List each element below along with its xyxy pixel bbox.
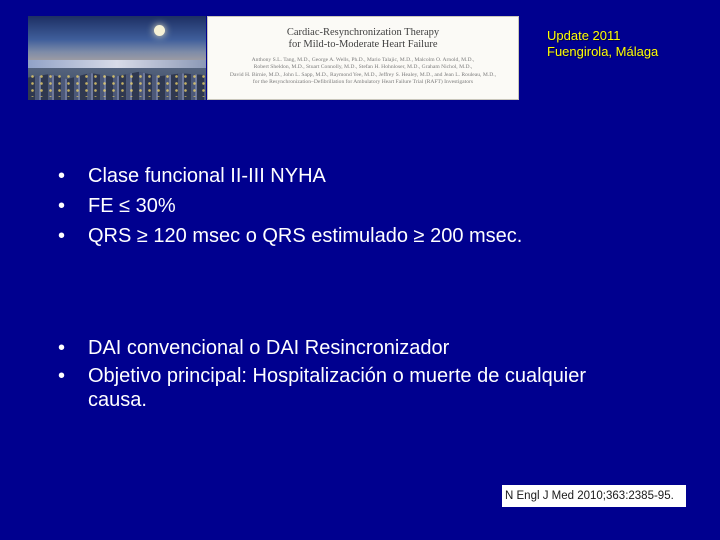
paper-title-line: Cardiac-Resynchronization Therapy [286,27,440,38]
list-item-text: Objetivo principal: Hospitalización o muerte de cualquier causa. [88,365,587,411]
list-item-text: FE ≤ 30% [88,195,176,217]
bullet-marker: • [58,337,66,359]
list-item-text: Clase funcional II-III NYHA [88,165,326,187]
bullet-marker: • [58,225,66,247]
moon-shape [154,25,165,36]
conference-year: Update 2011 [547,28,621,43]
list-item [58,364,618,412]
paper-authors [208,57,518,87]
paper-authors-line: Robert Sheldon, M.D., Stuart Connolly, M.D., Stefan H. Hohnloser, M.D., Graham Nichol, M.D., [253,64,473,71]
conference-label [547,28,658,60]
sea-reflection [28,60,206,68]
coastal-city-photo [28,16,206,100]
conference-location: Fuengirola, Málaga [547,44,659,59]
journal-citation: N Engl J Med 2010;363:2385-95. [502,485,686,507]
list-item [58,164,678,188]
list-item [58,194,678,218]
list-item-text: QRS ≥ 120 msec o QRS estimulado ≥ 200 msec. [88,225,523,247]
bullet-marker: • [58,365,66,387]
paper-thumbnail [207,16,519,100]
study-design-list [58,336,618,416]
paper-title [208,27,518,51]
list-item [58,336,618,360]
list-item [58,224,678,248]
paper-authors-line: David H. Birnie, M.D., John L. Sapp, M.D., Raymond Yee, M.D., Jeffrey S. Healey, M.D., and Jean L. Rouleau, M.D., [229,71,497,78]
city-lights [28,73,206,97]
inclusion-criteria-list [58,164,678,254]
list-item-text: DAI convencional o DAI Resincronizador [88,337,450,359]
paper-authors-line: Anthony S.L. Tang, M.D., George A. Wells, Ph.D., Mario Talajic, M.D., Malcolm O. Arnold, M.D., [251,57,475,63]
bullet-marker: • [58,195,66,217]
paper-title-line: for Mild-to-Moderate Heart Failure [288,39,438,50]
paper-authors-line: for the Resynchronization–Defibrillation for Ambulatory Heart Failure Trial (RAFT) Investigators [252,79,474,86]
bullet-marker: • [58,165,66,187]
